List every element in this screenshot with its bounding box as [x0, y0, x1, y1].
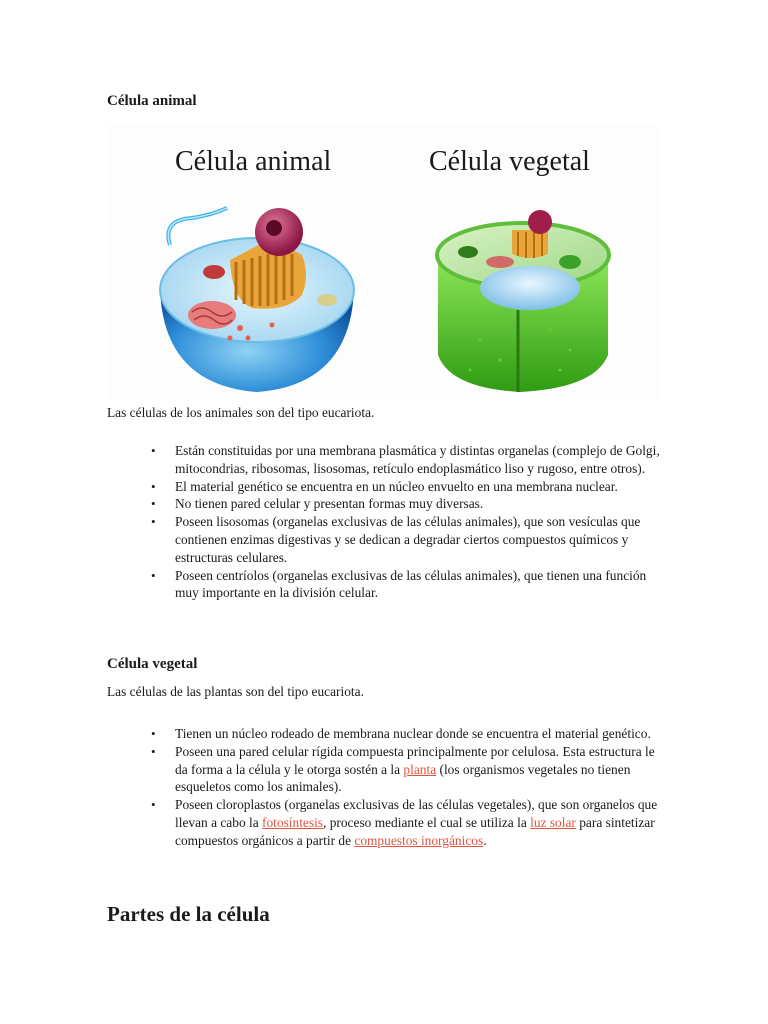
list-item [107, 743, 667, 796]
figure-label-animal: Célula animal [175, 146, 332, 177]
link-fotosintesis[interactable]: fotosíntesis [262, 814, 324, 830]
list-item-text: (los organismos vegetales no tienen esqueletos como los animales). [175, 761, 631, 795]
list-item-text: Poseen cloroplastos (organelas exclusivas de las células vegetales), que son organelos que llevan a cabo la [175, 797, 658, 830]
list-item-text: , proceso mediante el cual se utiliza la [323, 814, 531, 830]
list-item: • Poseen lisosomas (organelas exclusivas de las células animales), que son vesículas que contienen enzimas digestivas y se dedican a degradar ciertos compuestos químicos y estructuras celulares. [107, 513, 667, 566]
list-item [107, 796, 667, 849]
link-planta[interactable]: planta [403, 761, 437, 777]
animal-cell-features-list [107, 442, 667, 602]
heading-celula-animal: Célula animal [107, 93, 197, 109]
cell-comparison-figure [108, 124, 658, 400]
list-item-text: . [483, 832, 487, 848]
heading-partes-de-la-celula: Partes de la célula [107, 902, 270, 926]
heading-celula-vegetal: Célula vegetal [107, 656, 198, 672]
intro-animal-cells: Las células de los animales son del tipo eucariota. [107, 405, 375, 420]
list-item: • Poseen centríolos (organelas exclusivas de las células animales), que tienen una función muy importante en la división celular. [107, 567, 667, 603]
plant-cell-features-list [107, 725, 667, 850]
list-item: • El material genético se encuentra en un núcleo envuelto en una membrana nuclear. [107, 478, 667, 496]
figure-label-vegetal: Célula vegetal [429, 146, 590, 177]
list-item-text: para sintetizar compuestos orgánicos a partir de [175, 814, 655, 848]
animal-cell-illustration [152, 200, 362, 400]
intro-plant-cells: Las células de las plantas son del tipo eucariota. [107, 684, 364, 699]
list-item-text: Poseen una pared celular rígida compuesta principalmente por celulosa. Esta estructura le da forma a la célula y le otorga sostén a la [175, 743, 655, 777]
list-item: • No tienen pared celular y presentan formas muy diversas. [107, 495, 667, 513]
list-item: • Tienen un núcleo rodeado de membrana nuclear donde se encuentra el material genético. [107, 725, 667, 743]
link-luz-solar[interactable]: luz solar [530, 814, 576, 830]
link-compuestos-inorganicos[interactable]: compuestos inorgánicos [354, 832, 484, 848]
plant-cell-illustration [430, 210, 615, 395]
list-item: • Están constituidas por una membrana plasmática y distintas organelas (complejo de Golgi, mitocondrias, ribosomas, lisosomas, retículo endoplasmático liso y rugoso, entre otros). [107, 442, 667, 478]
